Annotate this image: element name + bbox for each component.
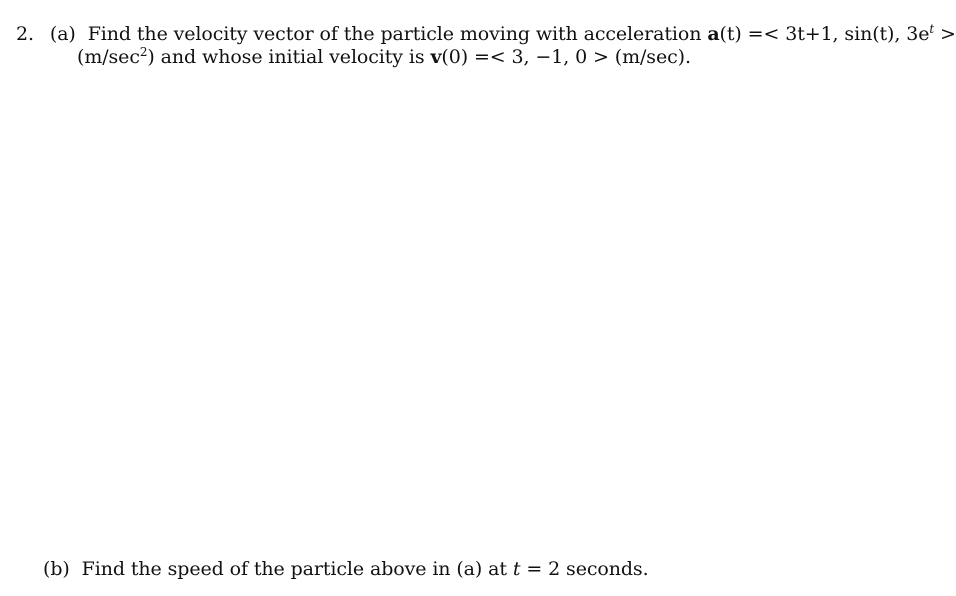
part-b-label: (b) <box>43 558 70 580</box>
part-b-time-value: = 2 seconds. <box>520 558 649 580</box>
part-a-label: (a) <box>49 23 76 45</box>
acceleration-exponent: t <box>929 22 935 36</box>
part-b-question-text: Find the speed of the particle above in (a) at <box>81 558 513 580</box>
acceleration-expression: (t) =< 3t+1, sin(t), 3e <box>719 23 930 45</box>
acceleration-units: (m/sec <box>77 46 140 68</box>
part-a-initial-text: ) and whose initial velocity is <box>147 46 431 68</box>
acceleration-symbol: a <box>707 23 720 45</box>
velocity-symbol: v <box>430 46 442 68</box>
units-exponent: 2 <box>139 45 148 59</box>
part-a-question-text: Find the velocity vector of the particle moving with acceleration <box>87 23 708 45</box>
initial-velocity-expression: (0) =< 3, −1, 0 > (m/sec). <box>441 46 691 68</box>
time-variable: t <box>512 558 521 580</box>
problem-number: 2. <box>16 23 34 45</box>
problem-2-part-a-line-1 <box>16 22 956 46</box>
problem-2-part-a-line-2 <box>77 45 691 69</box>
acceleration-close: > <box>934 23 956 45</box>
problem-2-part-b <box>43 557 649 581</box>
